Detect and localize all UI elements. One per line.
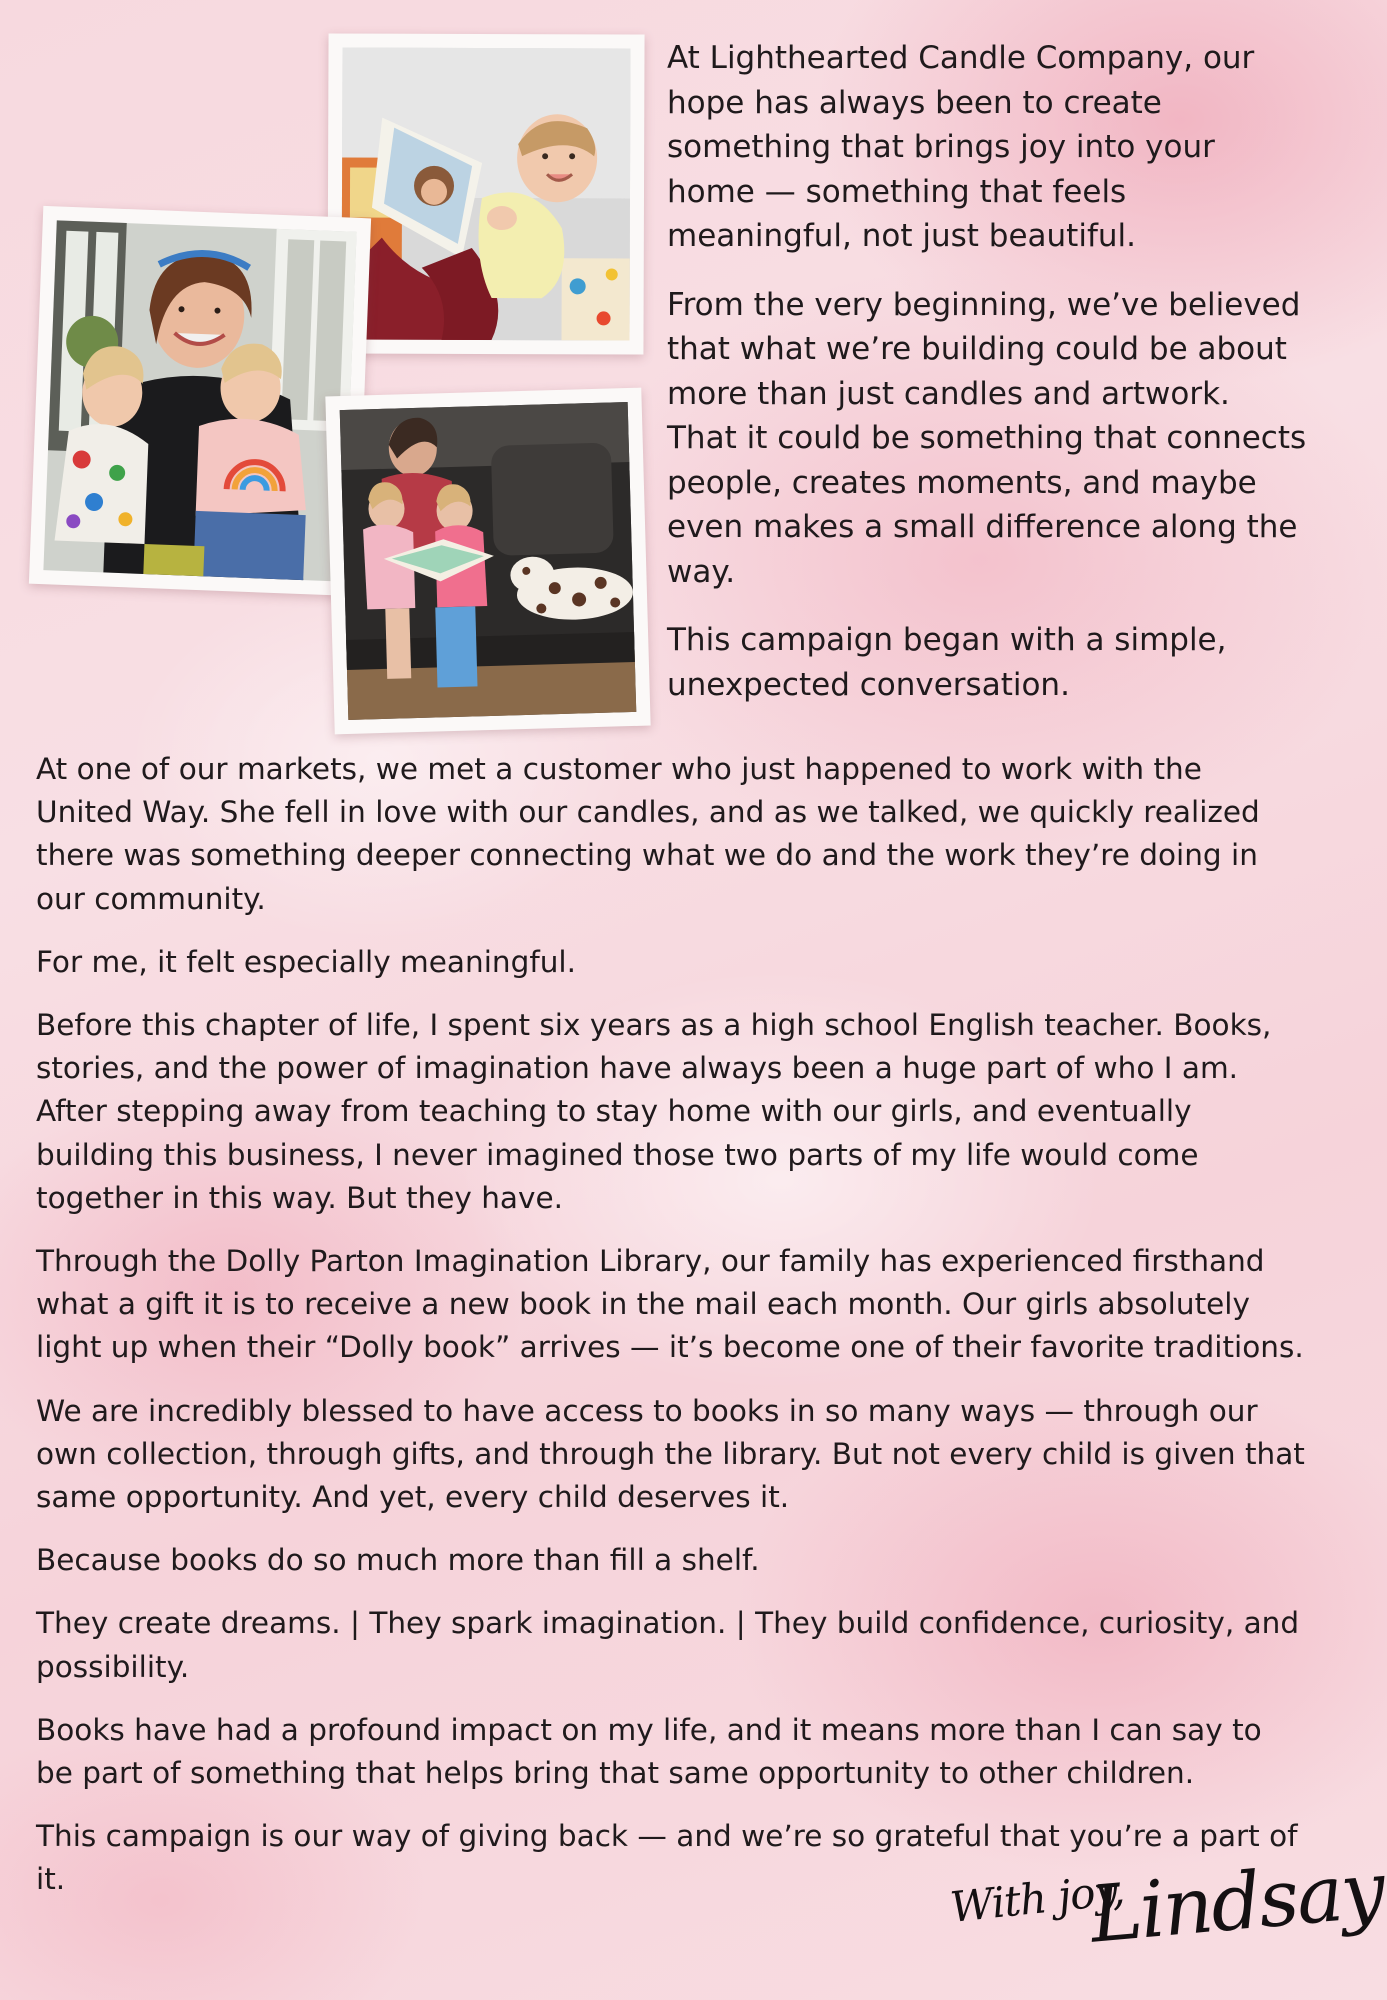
photo-reading-on-couch [325,388,650,735]
body-paragraph-7: They create dreams. | They spark imagination. | They build confidence, curiosity, and possibility. [36,1606,1300,1684]
signature [947,1845,1387,1982]
signature-name: Lindsay [1086,1845,1387,1961]
body-text [36,748,1306,1922]
body-paragraph-6: Because books do so much more than fill a shelf. [36,1543,760,1578]
body-paragraph-4: Through the Dolly Parton Imagination Library, our family has experienced firsthand what a gift it is to receive a new book in the mail each month. Our girls absolutely light up when their “Dolly book” arrives — it’s become one of their favorite traditions. [36,1244,1304,1365]
photo-baby-with-book-icon [341,47,630,340]
body-paragraph-8: Books have had a profound impact on my life, and it means more than I can say to be part of something that helps bring that same opportunity to other children. [36,1712,1262,1791]
body-paragraph-1: At one of our markets, we met a customer who just happened to work with the United Way. She fell in love with our candles, and as we talked, we quickly realized there was something deeper connecting what we do and the work they’re doing in our community. [36,752,1260,916]
intro-text [667,36,1307,731]
intro-paragraph-3: This campaign began with a simple, unexpected conversation. [667,622,1227,703]
photo-family-reading-couch-icon [340,402,637,720]
signature-closing: With joy, [947,1865,1127,1932]
body-paragraph-5: We are incredibly blessed to have access to books in so many ways — through our own collection, through gifts, and through the library. But not every child is given that same opportunity. And yet, every child deserves it. [36,1393,1305,1515]
intro-paragraph-2: From the very beginning, we’ve believed that what we’re building could be about more than just candles and artwork. That it could be something that connects people, creates moments, and maybe even makes a small difference along the way. [667,286,1307,590]
photo-mom-with-girls [29,206,371,596]
body-paragraph-2: For me, it felt especially meaningful. [36,944,576,979]
photo-baby-reading [327,33,644,354]
photo-mother-and-daughters-icon [43,220,356,581]
body-paragraph-3: Before this chapter of life, I spent six years as a high school English teacher. Books, stories, and the power of imagination have always been a huge part of who I am. After stepping away from teaching to stay home with our girls, and eventually building this business, I never imagined those two parts of my life would come together in this way. But they have. [36,1008,1272,1215]
intro-paragraph-1: At Lighthearted Candle Company, our hope has always been to create something that brings joy into your home — something that feels meaningful, not just beautiful. [667,40,1255,254]
body-paragraph-9: This campaign is our way of giving back — and we’re so grateful that you’re a part of it. [36,1819,1298,1897]
